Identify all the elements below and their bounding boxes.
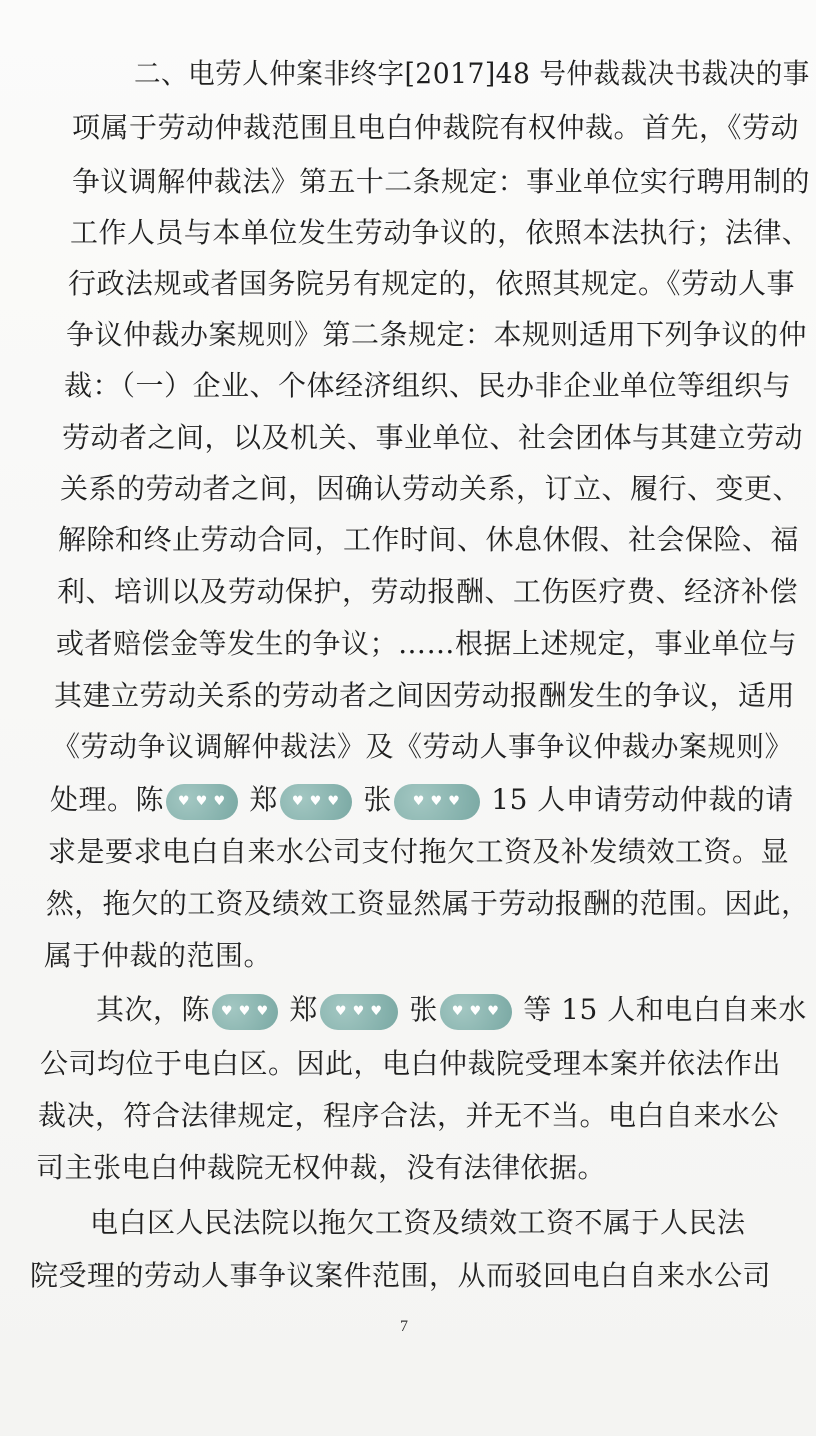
- text-run: 《劳动争议调解仲裁法》及《劳动人事争议仲裁办案规则》: [52, 730, 794, 763]
- text-run: 张: [409, 993, 438, 1026]
- text-line: [72, 103, 799, 153]
- text-line: [58, 515, 799, 565]
- text-line: [38, 1091, 779, 1141]
- text-run: 关系的劳动者之间，因确认劳动关系，订立、履行、变更、: [60, 472, 802, 505]
- text-line: [62, 413, 803, 463]
- redaction-mark: [394, 784, 480, 820]
- text-run: 张: [363, 783, 392, 816]
- text-run: 二、电劳人仲案非终字[2017]48 号仲裁裁决书裁决的事: [134, 57, 810, 90]
- text-line: [64, 361, 791, 411]
- text-run: 工作人员与本单位发生劳动争议的，依照本法执行；法律、: [70, 216, 811, 249]
- text-run: 项属于劳动仲裁范围且电白仲裁院有权仲裁。首先，《劳动: [72, 111, 800, 144]
- text-line: [70, 208, 810, 258]
- text-line: [50, 775, 794, 825]
- text-line: [134, 49, 810, 99]
- text-run: 电白区人民法院以拖欠工资及绩效工资不属于人民法: [90, 1206, 746, 1239]
- text-line: [46, 879, 809, 929]
- text-run: 裁决，符合法律规定，程序合法，并无不当。电白自来水公: [38, 1099, 780, 1132]
- text-line: [52, 722, 793, 772]
- text-run: 然，拖欠的工资及绩效工资显然属于劳动报酬的范围。因此，: [46, 887, 810, 920]
- redaction-mark: [320, 994, 398, 1030]
- text-line: [72, 157, 810, 207]
- text-run: 其建立劳动关系的劳动者之间因劳动报酬发生的争议，适用: [54, 679, 796, 712]
- text-run: 公司均位于电白区。因此，电白仲裁院受理本案并依法作出: [40, 1047, 782, 1080]
- text-run: 求是要求电白自来水公司支付拖欠工资及补发绩效工资。显: [48, 835, 790, 868]
- text-run: 郑: [249, 783, 278, 816]
- text-line: [40, 1039, 781, 1089]
- text-run: 劳动者之间，以及机关、事业单位、社会团体与其建立劳动: [62, 421, 804, 454]
- text-run: 解除和终止劳动合同，工作时间、休息休假、社会保险、福: [58, 523, 800, 556]
- text-run: 利、培训以及劳动保护，劳动报酬、工伤医疗费、经济补偿: [57, 575, 799, 608]
- page-number: 7: [400, 1318, 408, 1335]
- text-run: 或者赔偿金等发生的争议；……根据上述规定，事业单位与: [56, 627, 798, 660]
- text-run: 郑: [289, 993, 318, 1026]
- text-run: 争议仲裁办案规则》第二条规定：本规则适用下列争议的仲: [66, 318, 808, 351]
- text-line: [48, 827, 789, 877]
- text-line: [44, 931, 272, 981]
- text-line: [60, 464, 801, 514]
- text-line: [30, 1251, 771, 1301]
- text-line: [56, 619, 797, 669]
- text-run: 属于仲裁的范围。: [44, 939, 273, 972]
- redaction-mark: [280, 784, 352, 820]
- text-run: 行政法规或者国务院另有规定的，依照其规定。《劳动人事: [68, 267, 796, 300]
- text-line: [68, 259, 795, 309]
- text-run: 院受理的劳动人事争议案件范围，从而驳回电白自来水公司: [30, 1259, 772, 1292]
- text-run: 15 人申请劳动仲裁的请: [491, 783, 794, 816]
- redaction-mark: [166, 784, 238, 820]
- text-line: [36, 1143, 606, 1193]
- redaction-mark: [212, 994, 278, 1030]
- text-line: [54, 671, 795, 721]
- text-run: 司主张电白仲裁院无权仲裁，没有法律依据。: [36, 1151, 607, 1184]
- text-line: [66, 310, 807, 360]
- redaction-mark: [440, 994, 512, 1030]
- text-line: [90, 1198, 746, 1248]
- text-run: 处理。陈: [50, 783, 165, 816]
- text-run: 争议调解仲裁法》第五十二条规定：事业单位实行聘用制的: [72, 165, 811, 198]
- text-line: [96, 985, 807, 1035]
- text-run: 等 15 人和电白自来水: [523, 993, 807, 1026]
- text-run: 裁：（一）企业、个体经济组织、民办非企业单位等组织与: [64, 369, 792, 402]
- text-run: 其次，陈: [96, 993, 211, 1026]
- text-line: [57, 567, 798, 617]
